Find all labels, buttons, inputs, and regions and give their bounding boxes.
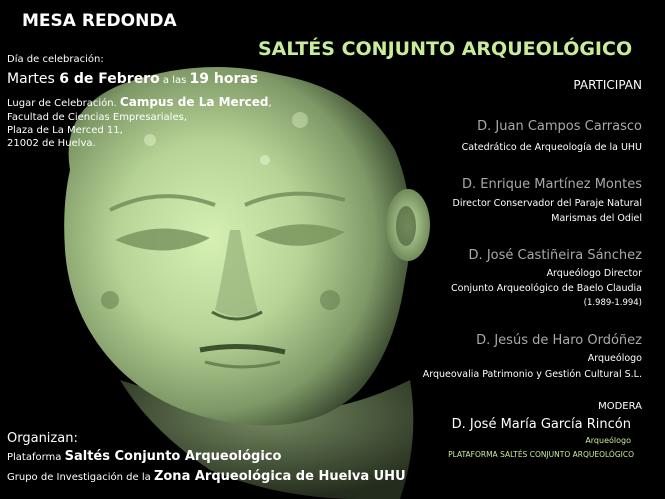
address-line-3: 21002 de Huelva. bbox=[7, 138, 96, 149]
participant-4-role-1: Arqueólogo bbox=[587, 353, 642, 364]
place-suffix: , bbox=[268, 98, 272, 109]
date-hour: 19 horas bbox=[189, 71, 259, 87]
moderator-org-prefix: PLATAFORMA bbox=[448, 450, 501, 459]
participant-3-role-2: Conjunto Arqueológico de Baelo Claudia bbox=[451, 283, 642, 294]
participant-3-role-1: Arqueólogo Director bbox=[546, 268, 642, 279]
participant-2-role-2: Marismas del Odiel bbox=[551, 213, 642, 224]
date-prefix: Martes bbox=[7, 71, 60, 87]
moderator-name: D. José María García Rincón bbox=[451, 417, 631, 432]
place-name: Campus de La Merced bbox=[119, 95, 269, 109]
organizer-line-2 bbox=[7, 469, 406, 484]
organizer-1-prefix: Plataforma bbox=[7, 452, 65, 463]
date-mid: a las bbox=[159, 75, 190, 86]
participants-label: PARTICIPAN bbox=[573, 78, 642, 92]
organizers-label: Organizan: bbox=[7, 431, 78, 446]
main-title: SALTÉS CONJUNTO ARQUEOLÓGICO bbox=[258, 38, 633, 60]
event-place bbox=[7, 95, 272, 109]
date-day: 6 de Febrero bbox=[59, 71, 160, 87]
participant-2-role-1: Director Conservador del Paraje Natural bbox=[452, 198, 642, 209]
moderator-label: MODERA bbox=[598, 401, 642, 412]
address-line-1: Facultad de Ciencias Empresariales, bbox=[7, 112, 187, 123]
organizer-1-name: Saltés Conjunto Arqueológico bbox=[64, 449, 282, 464]
moderator-org-name: SALTÉS CONJUNTO ARQUEOLÓGICO bbox=[500, 450, 634, 459]
organizer-2-prefix: Grupo de Investigación de la bbox=[7, 472, 154, 483]
moderator-role: Arqueólogo bbox=[585, 436, 631, 445]
address-line-2: Plaza de La Merced 11, bbox=[7, 125, 123, 136]
header-title: MESA REDONDA bbox=[22, 11, 177, 31]
participant-1-role: Catedrático de Arqueología de la UHU bbox=[461, 142, 642, 153]
participant-4-role-2: Arqueovalia Patrimonio y Gestión Cultural S.L. bbox=[422, 369, 642, 380]
organizer-2-name: Zona Arqueológica de Huelva UHU bbox=[153, 469, 406, 484]
moderator-org bbox=[448, 450, 634, 459]
place-prefix: Lugar de Celebración. bbox=[7, 98, 120, 109]
participant-3-role-3: (1.989-1.994) bbox=[583, 298, 642, 308]
organizer-line-1 bbox=[7, 449, 281, 464]
event-date bbox=[7, 71, 258, 87]
participant-4-name: D. Jesús de Haro Ordóñez bbox=[476, 333, 642, 348]
participant-1-name: D. Juan Campos Carrasco bbox=[477, 119, 642, 134]
participant-3-name: D. José Castiñeira Sánchez bbox=[468, 248, 642, 263]
participant-2-name: D. Enrique Martínez Montes bbox=[461, 177, 642, 192]
date-label: Día de celebración: bbox=[7, 54, 104, 65]
